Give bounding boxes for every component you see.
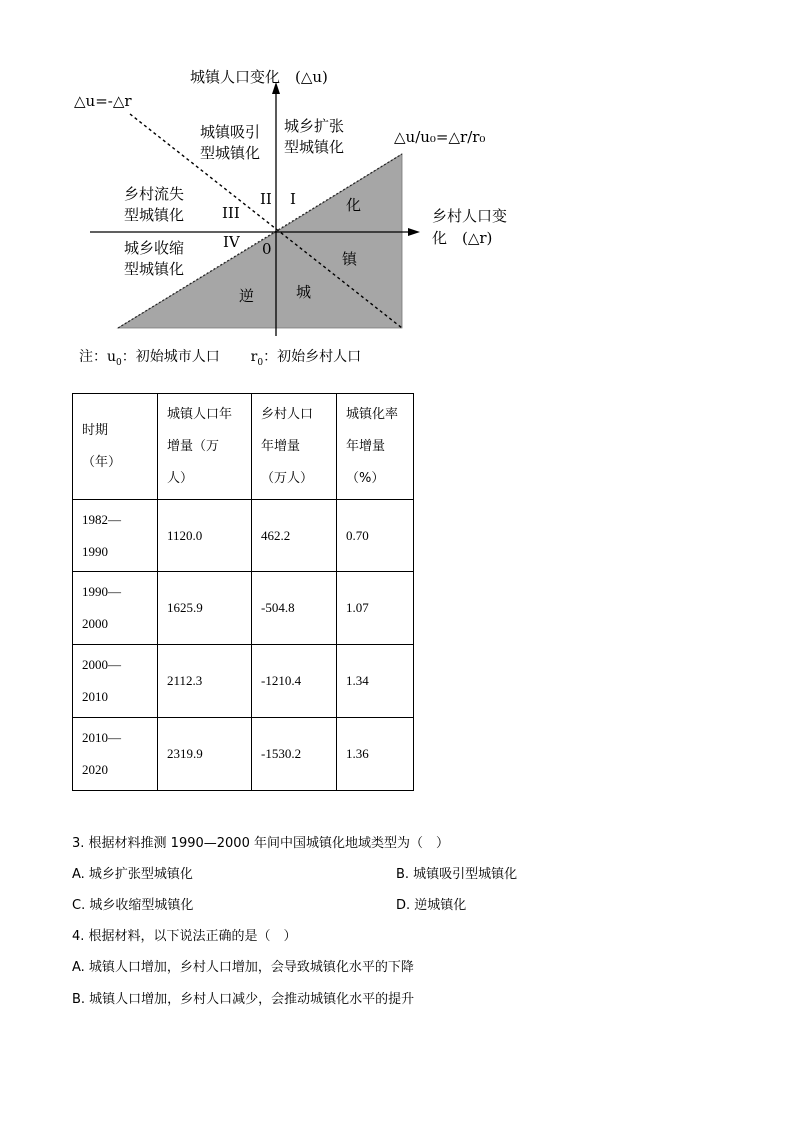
- question-3-option-b: B. 城镇吸引型城镇化: [396, 867, 518, 882]
- quadrant-I: I: [290, 190, 296, 208]
- header-urbanization-rate: 城镇化率 年增量 （%）: [337, 394, 414, 500]
- quadrant-II: II: [260, 190, 272, 208]
- note-u0-desc: ：初始城市人口: [121, 349, 220, 365]
- header-period: 时期 （年）: [73, 394, 158, 500]
- right-line-label: △u/u₀=△r/r₀: [394, 128, 486, 146]
- note-prefix: 注：: [79, 349, 107, 365]
- header-rural-increase: 乡村人口 年增量 （万人）: [252, 394, 337, 500]
- cell-rural: 462.2: [252, 500, 337, 572]
- cell-urban: 2112.3: [158, 645, 252, 718]
- question-3-option-c: C. 城乡收缩型城镇化: [72, 898, 194, 913]
- question-4-option-b: B. 城镇人口增加，乡村人口减少，会推动城镇化水平的提升: [72, 992, 415, 1007]
- cell-rate: 0.70: [337, 500, 414, 572]
- y-axis-label: 城镇人口变化 (△u): [190, 68, 328, 86]
- question-3-stem: 3. 根据材料推测 1990—2000 年间中国城镇化地域类型为（ ）: [72, 836, 449, 851]
- question-3-option-d: D. 逆城镇化: [396, 898, 467, 913]
- cell-urban: 1120.0: [158, 500, 252, 572]
- table-row: [73, 645, 414, 718]
- note-r0: r: [250, 349, 258, 365]
- table-header-row: [73, 394, 414, 500]
- cell-urban: 2319.9: [158, 718, 252, 791]
- shaded-char-hua: 化: [346, 196, 362, 214]
- note-u0: u: [107, 349, 117, 365]
- cell-rate: 1.07: [337, 572, 414, 645]
- note-r0-sub: 0: [257, 357, 264, 368]
- region-urban-rural-expansion: 城乡扩张型城镇化: [284, 117, 345, 156]
- table-row: [73, 572, 414, 645]
- x-axis-label-line1: 乡村人口变: [432, 207, 508, 225]
- quadrant-III: III: [222, 204, 240, 222]
- table-row: [73, 500, 414, 572]
- cell-rural: -1210.4: [252, 645, 337, 718]
- question-3-option-a: A. 城乡扩张型城镇化: [72, 867, 193, 882]
- cell-rate: 1.36: [337, 718, 414, 791]
- population-table: [72, 393, 414, 791]
- cell-period: 1982— 1990: [73, 500, 158, 572]
- header-urban-increase: 城镇人口年 增量（万 人）: [158, 394, 252, 500]
- cell-period: 2000— 2010: [73, 645, 158, 718]
- note-r0-desc: ：初始乡村人口: [263, 349, 362, 365]
- region-urban-rural-shrink: 城乡收缩型城镇化: [124, 239, 185, 278]
- cell-rural: -1530.2: [252, 718, 337, 791]
- shaded-char-zhen: 镇: [342, 250, 358, 268]
- cell-period: 1990— 2000: [73, 572, 158, 645]
- left-line-label: △u=-△r: [74, 92, 132, 110]
- cell-urban: 1625.9: [158, 572, 252, 645]
- question-4-stem: 4. 根据材料，以下说法正确的是（ ）: [72, 929, 297, 944]
- cell-rate: 1.34: [337, 645, 414, 718]
- table-row: [73, 718, 414, 791]
- x-axis-label-line2: 化 (△r): [432, 229, 493, 247]
- diagram-note: [79, 346, 361, 368]
- question-4-option-a: A. 城镇人口增加，乡村人口增加，会导致城镇化水平的下降: [72, 960, 414, 975]
- region-rural-loss: 乡村流失型城镇化: [124, 185, 185, 224]
- cell-period: 2010— 2020: [73, 718, 158, 791]
- shaded-char-ni: 逆: [239, 287, 255, 305]
- note-u0-sub: 0: [116, 357, 122, 368]
- urbanization-type-diagram: [60, 58, 540, 370]
- cell-rural: -504.8: [252, 572, 337, 645]
- region-urban-attraction: 城镇吸引型城镇化: [200, 123, 261, 162]
- quadrant-IV: IV: [223, 233, 240, 251]
- origin-label: 0: [262, 240, 272, 258]
- x-axis-arrow: [408, 228, 420, 236]
- shaded-char-cheng: 城: [296, 283, 312, 301]
